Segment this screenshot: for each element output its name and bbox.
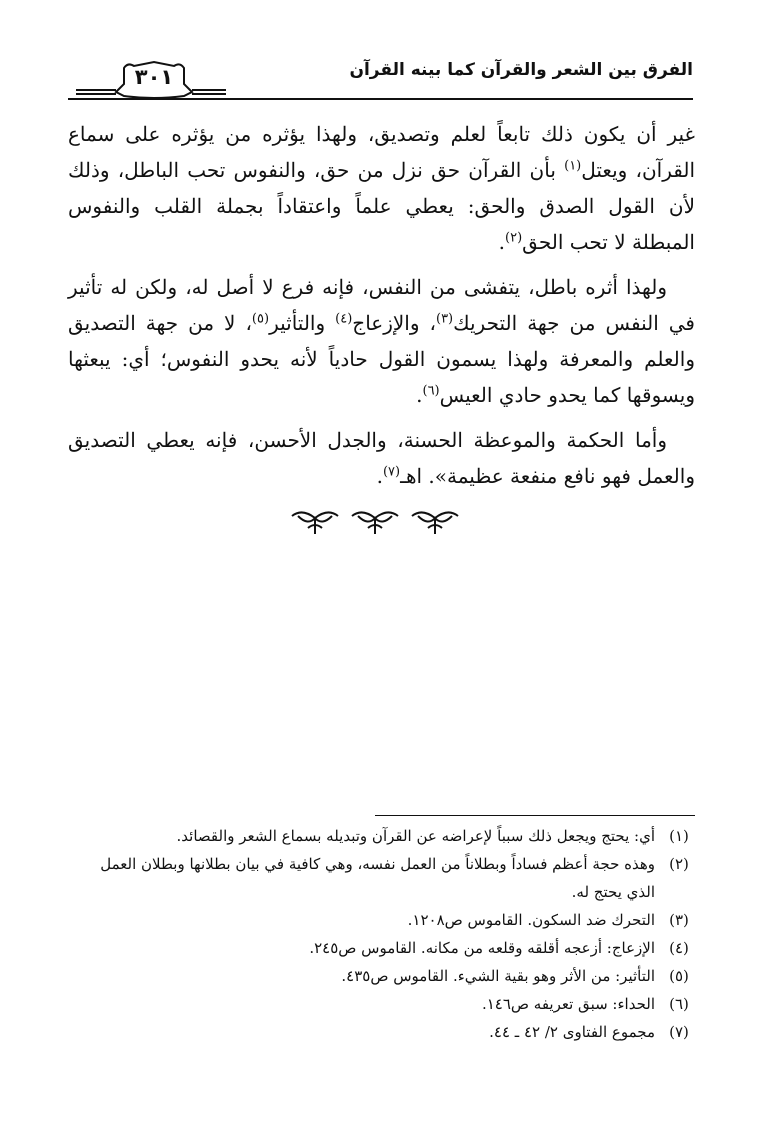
footnote-text: أي: يحتج ويجعل ذلك سبباً لإعراضه عن القرآن وتبديله بسماع الشعر والقصائد. — [176, 827, 655, 845]
footnotes — [68, 822, 695, 1046]
page-number: ٣٠١ — [134, 65, 174, 89]
paragraph-1-text-2: بأن القرآن حق نزل من حق، والنفوس تحب الباطل، وذلك لأن القول الصدق والحق: يعطي علماً واعتقاداً بجملة القلب والنفوس المبطلة لا تحب الحق — [68, 158, 695, 254]
footnote-item — [68, 850, 695, 906]
footnote-item — [68, 822, 695, 850]
footnote-item — [68, 1018, 695, 1046]
running-title: الفرق بين الشعر والقرآن كما بينه القرآن — [349, 60, 693, 80]
footnote-text: الإزعاج: أزعجه أقلقه وقلعه من مكانه. القاموس ص٢٤٥. — [309, 939, 655, 957]
page-number-badge — [76, 58, 226, 96]
paragraph-2-text-3: والتأثير — [269, 311, 336, 335]
ornament-icon — [350, 506, 400, 536]
footnote-ref-3: (٣) — [435, 311, 454, 327]
paragraph-2-text-1: ولهذا أثره باطل، يتفشى من النفس، فإنه فرع لا أصل له، ولكن له تأثير في النفس من جهة التحريك — [68, 275, 695, 335]
footnote-text: وهذه حجة أعظم فساداً وبطلاناً من العمل نفسه، وهي كافية في بيان بطلانها وبطلان العمل الذي يحتج له. — [100, 855, 655, 901]
main-text — [68, 116, 695, 503]
footnote-number: (٤) — [669, 939, 689, 957]
footnote-text: مجموع الفتاوى ٢/ ٤٢ ـ ٤٤. — [489, 1023, 655, 1041]
footnote-text: التأثير: من الأثر وهو بقية الشيء. القاموس ص٤٣٥. — [341, 967, 655, 985]
ornament-icon — [410, 506, 460, 536]
ornament-icon — [290, 506, 340, 536]
footnote-number: (٢) — [669, 855, 689, 873]
footnote-ref-1: (١) — [564, 158, 582, 174]
footnote-ref-5: (٥) — [251, 311, 270, 327]
header-rule — [68, 98, 693, 100]
paragraph-1 — [68, 116, 695, 260]
paragraph-3-text-1: وأما الحكمة والموعظة الحسنة، والجدل الأحسن، فإنه يعطي التصديق والعمل فهو نافع منفعة عظيمة». اهـ — [68, 428, 695, 488]
footnote-text: الحداء: سبق تعريفه ص١٤٦. — [481, 995, 655, 1013]
paragraph-1-text-1: غير أن يكون ذلك تابعاً لعلم وتصديق، ولهذا يؤثره من يؤثره على سماع القرآن، ويعتل — [68, 122, 696, 182]
page-header — [68, 56, 693, 100]
footnote-number: (٧) — [669, 1023, 689, 1041]
footnote-number: (٦) — [669, 995, 689, 1013]
footnote-number: (٣) — [669, 911, 689, 929]
footnote-item — [68, 934, 695, 962]
section-divider — [290, 506, 460, 536]
paragraph-2-text-5: . — [416, 383, 423, 407]
footnote-item — [68, 906, 695, 934]
paragraph-2-text-2: ، والإزعاج — [352, 311, 436, 335]
footnote-ref-7: (٧) — [382, 464, 401, 480]
paragraph-3-text-2: . — [376, 464, 383, 488]
footnote-ref-6: (٦) — [422, 383, 440, 399]
paragraph-2-text-4: ، لا من جهة التصديق والعلم والمعرفة ولهذا يسمون القول حادياً لأنه يحدو النفوس؛ أي: يبعثها ويسوقها كما يحدو حادي العيس — [68, 311, 695, 407]
footnote-rule — [375, 815, 695, 816]
footnote-number: (١) — [669, 827, 689, 845]
footnote-item — [68, 990, 695, 1018]
footnote-ref-4: (٤) — [335, 311, 353, 327]
footnote-ref-2: (٢) — [505, 230, 523, 246]
footnote-item — [68, 962, 695, 990]
paragraph-1-text-3: . — [498, 230, 506, 254]
footnote-text: التحرك ضد السكون. القاموس ص١٢٠٨. — [407, 911, 655, 929]
paragraph-3 — [68, 422, 695, 494]
footnote-number: (٥) — [669, 967, 689, 985]
paragraph-2 — [68, 269, 695, 413]
